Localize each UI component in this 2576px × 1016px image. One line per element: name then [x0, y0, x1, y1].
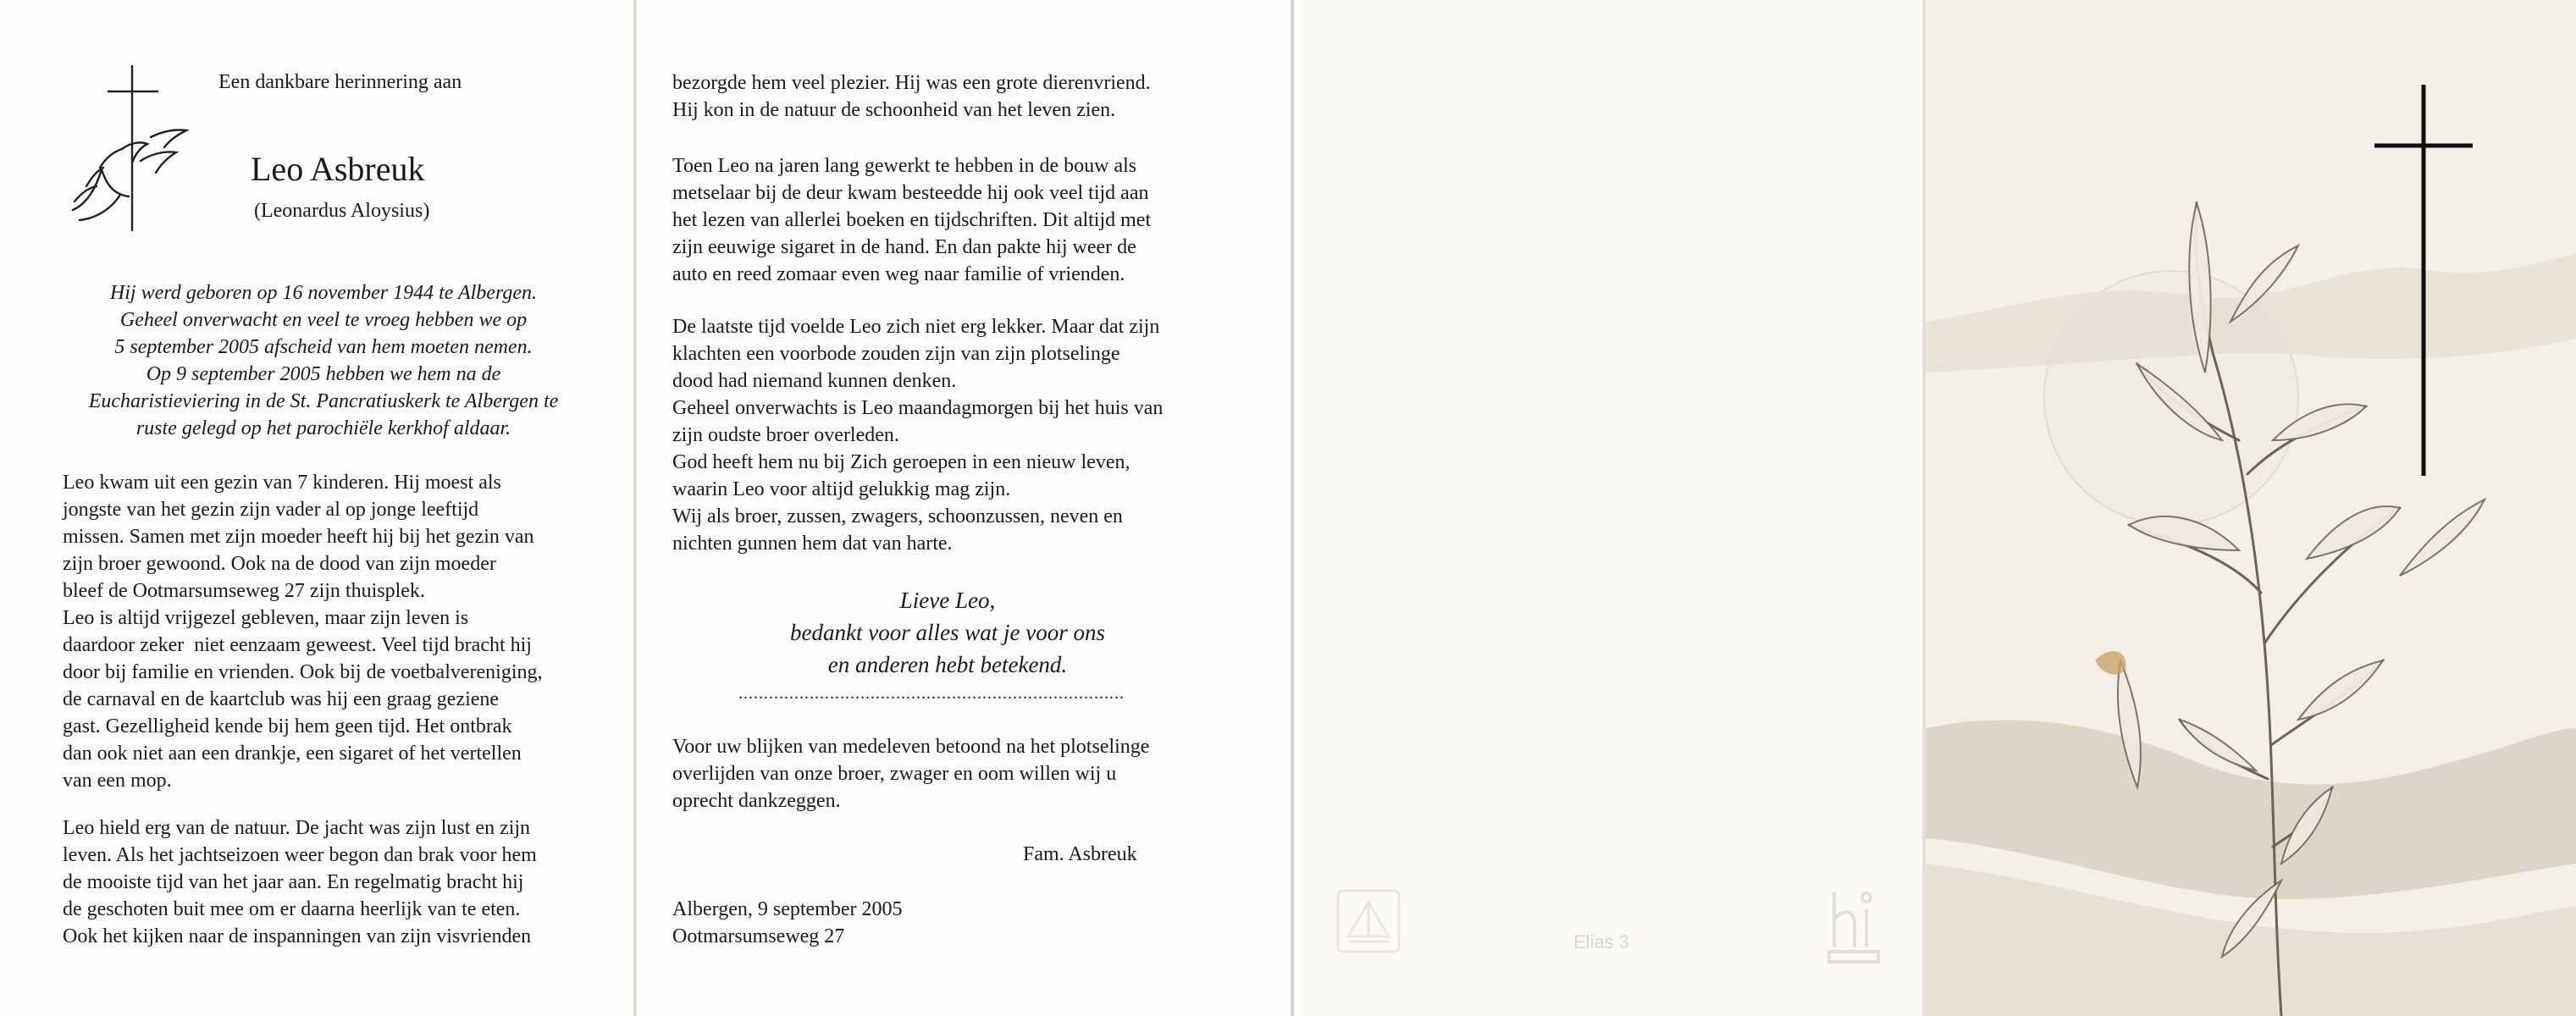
card-fold-line [1922, 0, 1926, 1016]
text-line: oprecht dankzeggen. [672, 790, 841, 812]
text-line: Wij als broer, zussen, zwagers, schoonzussen, neven en [672, 505, 1123, 527]
text-line: Geheel onverwacht en veel te vroeg hebben we op [119, 309, 528, 331]
front-card-panel [1926, 0, 2576, 1016]
text-line: Leo is altijd vrijgezel gebleven, maar zijn leven is [63, 607, 469, 629]
text-line: waarin Leo voor altijd gelukkig mag zijn. [672, 478, 1011, 500]
biography-paragraph-2 [63, 814, 605, 950]
left-card-panel [0, 0, 637, 1016]
biography-paragraph-1 [63, 469, 605, 794]
card-code: Elias 3 [1573, 931, 1630, 952]
verse-line: Lieve Leo, [899, 588, 996, 613]
memorial-verse [672, 584, 1223, 681]
text-line: bezorgde hem veel plezier. Hij was een grote dierenvriend. [672, 72, 1151, 94]
cross-with-doves-icon [63, 59, 215, 237]
text-line: zijn oudste broer overleden. [672, 424, 899, 446]
text-line: van een mop. [63, 770, 172, 792]
biography-paragraph-3 [672, 69, 1223, 124]
card-edge-line [1291, 0, 1294, 1016]
verse-line: en anderen hebt betekend. [827, 652, 1068, 677]
thanks-paragraph [672, 733, 1223, 814]
text-line: Voor uw blijken van medeleven betoond na het plotselinge [672, 736, 1150, 758]
text-line: dan ook niet aan een drankje, een sigaret of het vertellen [63, 743, 522, 765]
text-line: door bij familie en vrienden. Ook bij de voetbalvereniging, [63, 661, 543, 683]
text-line: jongste van het gezin zijn vader al op jonge leeftijd [63, 499, 479, 521]
biography-paragraph-5 [672, 313, 1223, 557]
text-line: auto en reed zomaar even weg naar familie of vrienden. [672, 263, 1125, 285]
text-line: nichten gunnen hem dat van harte. [672, 533, 953, 555]
text-line: gast. Gezelligheid kende bij hem geen tijd. Het ontbrak [63, 715, 512, 737]
text-line: Op 9 september 2005 hebben we hem na de [146, 363, 501, 385]
verse-line: bedankt voor alles wat je voor ons [790, 620, 1105, 645]
text-line: ruste gelegd op het parochiële kerkhof aldaar. [135, 417, 511, 439]
text-line: klachten een voorbode zouden zijn van zijn plotselinge [672, 343, 1120, 365]
family-signature: Fam. Asbreuk [1023, 843, 1137, 865]
text-line: missen. Samen met zijn moeder heeft hij bij het gezin van [63, 526, 534, 548]
deceased-name: Leo Asbreuk [251, 150, 425, 188]
publisher-logo-icon [1826, 886, 1882, 967]
text-line: Ook het kijken naar de inspanningen van zijn visvrienden [63, 925, 532, 947]
text-line: 5 september 2005 afscheid van hem moeten nemen. [114, 336, 533, 358]
middle-card-panel [637, 0, 1296, 1016]
text-line: de carnaval en de kaartclub was hij een graag geziene [63, 688, 500, 710]
text-line: leven. Als het jachtseizoen weer begon dan brak voor hem [63, 844, 537, 866]
birth-and-funeral-text [53, 279, 594, 442]
text-line: Ootmarsumseweg 27 [672, 925, 845, 947]
text-line: zijn broer gewoond. Ook na de dood van zijn moeder [63, 553, 496, 575]
text-line: Hij kon in de natuur de schoonheid van het leven zien. [672, 99, 1116, 121]
text-line: de mooiste tijd van het jaar aan. En regelmatig bracht hij [63, 871, 524, 893]
text-line: metselaar bij de deur kwam besteedde hij ook veel tijd aan [672, 182, 1149, 204]
back-card-panel [1296, 0, 1926, 1016]
text-line: De laatste tijd voelde Leo zich niet erg lekker. Maar dat zijn [672, 316, 1160, 338]
text-line: Toen Leo na jaren lang gewerkt te hebben in de bouw als [672, 155, 1137, 177]
text-line: Eucharistieviering in de St. Pancratiuskerk te Albergen te [88, 390, 559, 412]
text-line: bleef de Ootmarsumseweg 27 zijn thuisplek. [63, 580, 425, 602]
text-line: Leo kwam uit een gezin van 7 kinderen. Hij moest als [63, 472, 501, 494]
text-line: Hij werd geboren op 16 november 1944 te Albergen. [109, 282, 538, 304]
printer-logo-icon [1333, 886, 1404, 957]
text-line: overlijden van onze broer, zwager en oom willen wij u [672, 763, 1117, 785]
deceased-full-name: (Leonardus Aloysius) [254, 200, 430, 222]
text-line: God heeft hem nu bij Zich geroepen in een nieuw leven, [672, 451, 1130, 473]
card-fold-line [633, 0, 637, 1016]
plant-sketch-illustration [1926, 0, 2576, 1016]
dotted-divider: ............................................................................ [738, 684, 1125, 703]
text-line: daardoor zeker niet eenzaam geweest. Veel tijd bracht hij [63, 634, 532, 656]
text-line: het lezen van allerlei boeken en tijdschriften. Dit altijd met [672, 209, 1152, 231]
text-line: de geschoten buit mee om er daarna heerlijk van te eten. [63, 898, 521, 920]
text-line: Geheel onverwachts is Leo maandagmorgen bij het huis van [672, 397, 1164, 419]
intro-text: Een dankbare herinnering aan [218, 71, 462, 93]
text-line: zijn eeuwige sigaret in de hand. En dan pakte hij weer de [672, 236, 1136, 258]
biography-paragraph-4 [672, 152, 1223, 288]
text-line: dood had niemand kunnen denken. [672, 370, 957, 392]
text-line: Albergen, 9 september 2005 [672, 898, 903, 920]
place-and-address [672, 896, 1223, 950]
text-line: Leo hield erg van de natuur. De jacht was zijn lust en zijn [63, 817, 531, 839]
